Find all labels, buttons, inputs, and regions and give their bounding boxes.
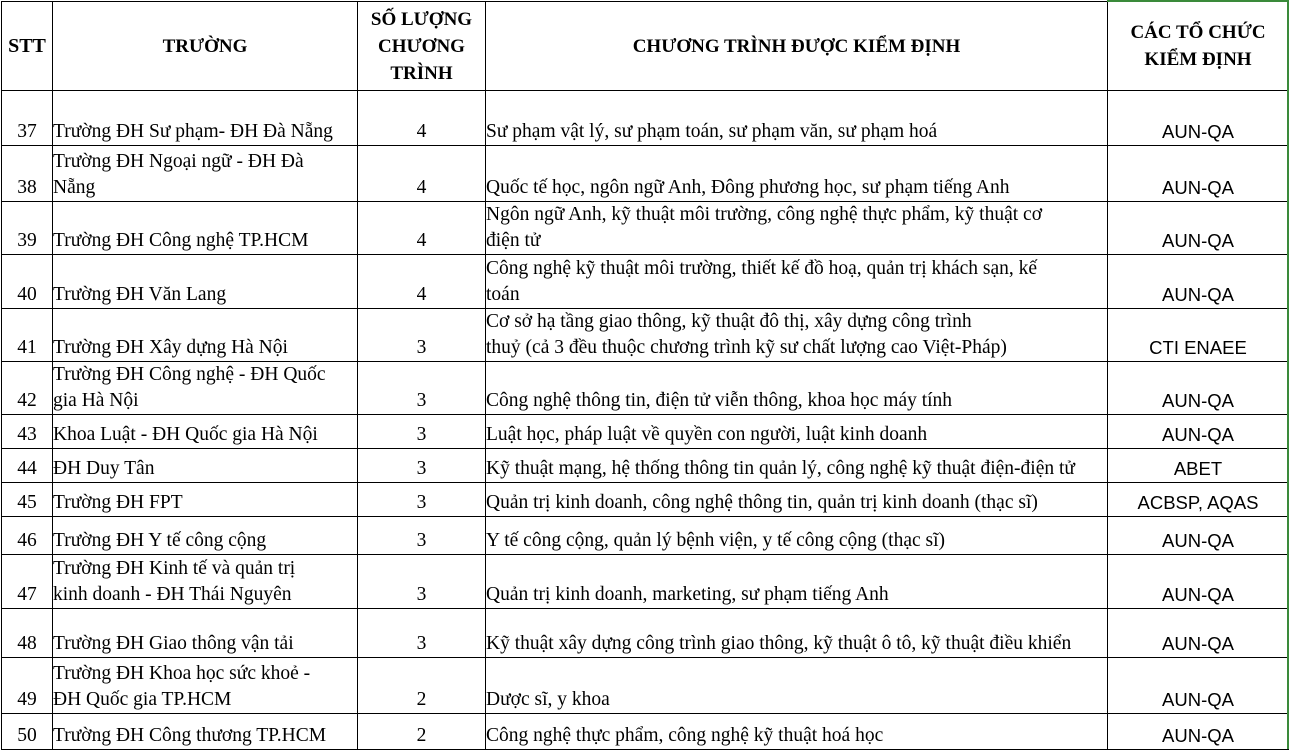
cell-programs-line: Luật học, pháp luật về quyền con người, luật kinh doanh xyxy=(486,424,928,445)
cell-school-line: Trường ĐH Công thương TP.HCM xyxy=(53,725,327,746)
cell-school-line: Trường ĐH Văn Lang xyxy=(53,284,227,305)
cell-programs-line: điện tử xyxy=(486,230,541,251)
header-orgs-line: CÁC TỔ CHỨC xyxy=(1130,22,1266,43)
cell-school[interactable] xyxy=(53,714,358,750)
selected-cell-border-right xyxy=(1287,0,1289,749)
cell-stt[interactable]: 45 xyxy=(2,483,53,517)
table-body xyxy=(2,91,1289,750)
table-row xyxy=(2,362,1289,415)
cell-school-line: Trường ĐH FPT xyxy=(53,492,183,513)
table-row xyxy=(2,415,1289,449)
cell-orgs[interactable]: AUN-QA xyxy=(1108,714,1289,750)
cell-stt[interactable]: 39 xyxy=(2,202,53,255)
header-orgs-line: KIỂM ĐỊNH xyxy=(1144,49,1252,70)
cell-programs[interactable] xyxy=(486,255,1108,309)
table-row xyxy=(2,202,1289,255)
cell-programs-line: toán xyxy=(486,284,520,305)
cell-stt[interactable]: 40 xyxy=(2,255,53,309)
cell-programs[interactable] xyxy=(486,517,1108,555)
cell-count[interactable]: 4 xyxy=(358,146,486,202)
cell-programs-line: Y tế công cộng, quản lý bệnh viện, y tế công cộng (thạc sĩ) xyxy=(486,530,946,551)
cell-orgs[interactable]: AUN-QA xyxy=(1108,517,1289,555)
header-stt[interactable]: STT xyxy=(2,2,53,91)
cell-programs-line: Quản trị kinh doanh, marketing, sư phạm tiếng Anh xyxy=(486,584,889,605)
cell-school-line: Trường ĐH Giao thông vận tải xyxy=(53,633,294,654)
table-row xyxy=(2,714,1289,750)
cell-programs-line: Cơ sở hạ tầng giao thông, kỹ thuật đô thị, xây dựng công trình xyxy=(486,311,972,332)
cell-school-line: kinh doanh - ĐH Thái Nguyên xyxy=(53,584,292,605)
cell-orgs[interactable]: AUN-QA xyxy=(1108,658,1289,714)
cell-school-line: gia Hà Nội xyxy=(53,390,139,411)
cell-count[interactable]: 3 xyxy=(358,449,486,483)
header-school[interactable]: TRƯỜNG xyxy=(53,2,358,91)
cell-school[interactable] xyxy=(53,517,358,555)
cell-school[interactable] xyxy=(53,483,358,517)
header-row xyxy=(2,2,1289,91)
cell-school-line: Trường ĐH Công nghệ - ĐH Quốc xyxy=(53,364,326,385)
cell-count[interactable]: 2 xyxy=(358,714,486,750)
cell-programs-line: Sư phạm vật lý, sư phạm toán, sư phạm văn, sư phạm hoá xyxy=(486,121,938,142)
selected-cell-border-top xyxy=(1107,0,1289,2)
cell-school-line: ĐH Duy Tân xyxy=(53,458,155,479)
cell-orgs[interactable]: ACBSP, AQAS xyxy=(1108,483,1289,517)
cell-school-line: Khoa Luật - ĐH Quốc gia Hà Nội xyxy=(53,424,318,445)
cell-school[interactable] xyxy=(53,362,358,415)
cell-orgs[interactable]: AUN-QA xyxy=(1108,555,1289,609)
cell-orgs[interactable]: AUN-QA xyxy=(1108,202,1289,255)
cell-school[interactable] xyxy=(53,609,358,658)
cell-school-line: Trường ĐH Y tế công cộng xyxy=(53,530,267,551)
header-count-line: TRÌNH xyxy=(390,62,453,84)
cell-school-line: Trường ĐH Khoa học sức khoẻ - xyxy=(53,663,311,684)
cell-school[interactable] xyxy=(53,309,358,362)
cell-programs-line: thuỷ (cả 3 đều thuộc chương trình kỹ sư chất lượng cao Việt-Pháp) xyxy=(486,337,1007,358)
cell-school-line: Trường ĐH Kinh tế và quản trị xyxy=(53,558,296,579)
cell-count[interactable]: 2 xyxy=(358,658,486,714)
cell-school[interactable] xyxy=(53,202,358,255)
cell-programs[interactable] xyxy=(486,415,1108,449)
cell-orgs[interactable]: AUN-QA xyxy=(1108,255,1289,309)
cell-stt[interactable]: 43 xyxy=(2,415,53,449)
table-row xyxy=(2,517,1289,555)
cell-count[interactable]: 4 xyxy=(358,202,486,255)
cell-programs[interactable] xyxy=(486,658,1108,714)
cell-stt[interactable]: 41 xyxy=(2,309,53,362)
cell-programs-line: Công nghệ thực phẩm, công nghệ kỹ thuật hoá học xyxy=(486,725,884,746)
cell-stt[interactable]: 37 xyxy=(2,91,53,146)
cell-count[interactable]: 3 xyxy=(358,517,486,555)
cell-programs-line: Kỹ thuật xây dựng công trình giao thông, kỹ thuật ô tô, kỹ thuật điều khiển xyxy=(486,633,1072,654)
table-row xyxy=(2,609,1289,658)
cell-school[interactable] xyxy=(53,449,358,483)
cell-programs[interactable] xyxy=(486,146,1108,202)
cell-orgs[interactable]: AUN-QA xyxy=(1108,415,1289,449)
cell-count[interactable]: 3 xyxy=(358,362,486,415)
cell-count[interactable]: 3 xyxy=(358,483,486,517)
cell-stt[interactable]: 50 xyxy=(2,714,53,750)
table-row xyxy=(2,255,1289,309)
cell-count[interactable]: 3 xyxy=(358,309,486,362)
cell-school-line: Trường ĐH Ngoại ngữ - ĐH Đà xyxy=(53,151,304,172)
cell-school[interactable] xyxy=(53,91,358,146)
table-row xyxy=(2,449,1289,483)
cell-school-line: Trường ĐH Công nghệ TP.HCM xyxy=(53,230,309,251)
cell-programs[interactable] xyxy=(486,362,1108,415)
cell-programs[interactable] xyxy=(486,202,1108,255)
cell-orgs[interactable]: AUN-QA xyxy=(1108,91,1289,146)
header-count-line: CHƯƠNG xyxy=(378,35,465,57)
cell-school[interactable] xyxy=(53,255,358,309)
cell-programs[interactable] xyxy=(486,555,1108,609)
cell-orgs[interactable]: AUN-QA xyxy=(1108,609,1289,658)
cell-programs-line: Công nghệ thông tin, điện tử viễn thông, khoa học máy tính xyxy=(486,390,953,411)
cell-school[interactable] xyxy=(53,415,358,449)
table-row xyxy=(2,146,1289,202)
header-programs[interactable]: CHƯƠNG TRÌNH ĐƯỢC KIỂM ĐỊNH xyxy=(486,2,1108,91)
header-orgs[interactable] xyxy=(1108,2,1289,91)
cell-programs-line: Quốc tế học, ngôn ngữ Anh, Đông phương học, sư phạm tiếng Anh xyxy=(486,177,1010,198)
cell-programs[interactable] xyxy=(486,449,1108,483)
cell-school-line: ĐH Quốc gia TP.HCM xyxy=(53,689,232,710)
cell-programs[interactable] xyxy=(486,483,1108,517)
cell-programs-line: Dược sĩ, y khoa xyxy=(486,689,610,710)
cell-count[interactable]: 3 xyxy=(358,555,486,609)
cell-orgs[interactable]: ABET xyxy=(1108,449,1289,483)
cell-programs[interactable] xyxy=(486,309,1108,362)
cell-programs[interactable] xyxy=(486,91,1108,146)
cell-stt[interactable]: 49 xyxy=(2,658,53,714)
cell-programs-line: Quản trị kinh doanh, công nghệ thông tin, quản trị kinh doanh (thạc sĩ) xyxy=(486,492,1038,513)
cell-programs[interactable] xyxy=(486,714,1108,750)
cell-school-line: Trường ĐH Xây dựng Hà Nội xyxy=(53,337,288,358)
cell-school[interactable] xyxy=(53,555,358,609)
cell-programs[interactable] xyxy=(486,609,1108,658)
table-row xyxy=(2,555,1289,609)
header-count[interactable] xyxy=(358,2,486,91)
cell-count[interactable]: 3 xyxy=(358,415,486,449)
cell-stt[interactable]: 48 xyxy=(2,609,53,658)
cell-stt[interactable]: 42 xyxy=(2,362,53,415)
cell-school-line: Trường ĐH Sư phạm- ĐH Đà Nẵng xyxy=(53,121,333,142)
cell-count[interactable]: 3 xyxy=(358,609,486,658)
cell-count[interactable]: 4 xyxy=(358,255,486,309)
cell-stt[interactable]: 46 xyxy=(2,517,53,555)
cell-count[interactable]: 4 xyxy=(358,91,486,146)
cell-stt[interactable]: 38 xyxy=(2,146,53,202)
cell-orgs[interactable]: CTI ENAEE xyxy=(1108,309,1289,362)
cell-programs-line: Công nghệ kỹ thuật môi trường, thiết kế đồ hoạ, quản trị khách sạn, kế xyxy=(486,258,1038,279)
cell-stt[interactable]: 47 xyxy=(2,555,53,609)
table-row xyxy=(2,658,1289,714)
table-row xyxy=(2,483,1289,517)
accreditation-table xyxy=(1,1,1289,750)
table-row xyxy=(2,309,1289,362)
cell-stt[interactable]: 44 xyxy=(2,449,53,483)
cell-school[interactable] xyxy=(53,146,358,202)
header-count-line: SỐ LƯỢNG xyxy=(370,8,473,30)
cell-school-line: Nẵng xyxy=(53,177,96,198)
cell-programs-line: Ngôn ngữ Anh, kỹ thuật môi trường, công nghệ thực phẩm, kỹ thuật cơ xyxy=(486,204,1043,225)
cell-orgs[interactable]: AUN-QA xyxy=(1108,362,1289,415)
cell-school[interactable] xyxy=(53,658,358,714)
cell-orgs[interactable]: AUN-QA xyxy=(1108,146,1289,202)
table-row xyxy=(2,91,1289,146)
cell-programs-line: Kỹ thuật mạng, hệ thống thông tin quản lý, công nghệ kỹ thuật điện-điện tử xyxy=(486,458,1075,479)
